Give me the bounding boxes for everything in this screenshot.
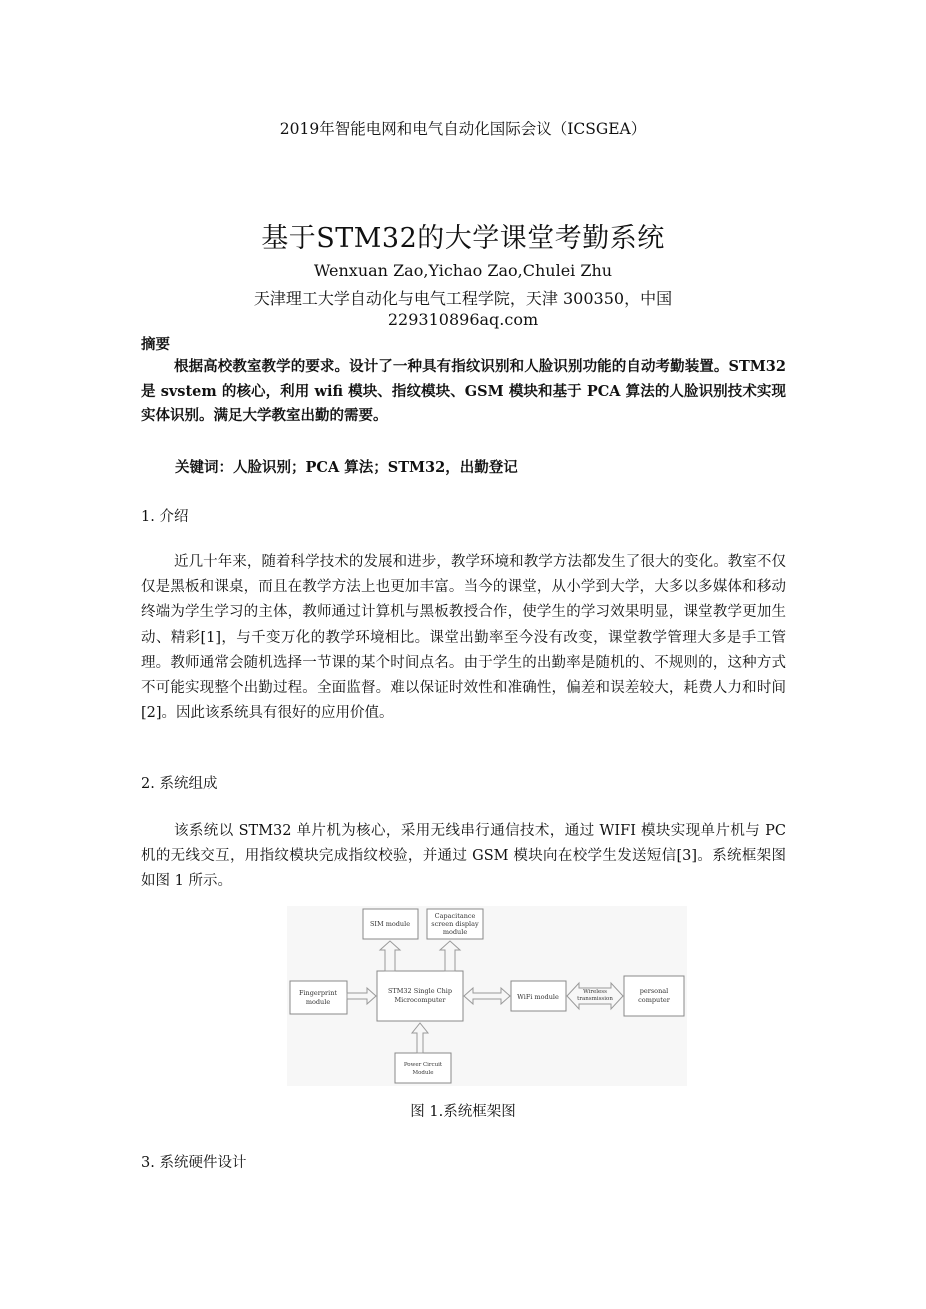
system-block-diagram [287,906,687,1086]
stm32-label-1: STM32 Single Chip [387,987,453,995]
capacitance-label-2: screen display [431,920,479,928]
section-3-heading: 3. 系统硬件设计 [141,1155,247,1171]
abstract-text: 根据高校教室教学的要求。设计了一种具有指纹识别和人脸识别功能的自动考勤装置。STM32 是 svstem 的核心，利用 wifi 模块、指纹模块、GSM 模块和基于 PCA 算法的人脸识别技术实现实体识别。满足大学教室出勤的需要。 [141,358,786,424]
stm32-label-2: Microcomputer [394,996,446,1004]
section-2-heading: 2. 系统组成 [141,776,218,792]
keywords: 关键词：人脸识别；PCA 算法；STM32，出勤登记 [175,459,518,476]
section-1-heading: 1. 介绍 [141,509,189,525]
power-label-1: Power Circuit [403,1062,443,1068]
arrow-to-sim [380,941,400,971]
capacitance-label-1: Capacitance [434,912,476,920]
conference-header: 2019年智能电网和电气自动化国际会议（ICSGEA） [279,120,647,138]
fingerprint-label-1: Fingerprint [298,989,338,997]
power-label-2: Module [412,1070,434,1076]
arrow-fingerprint-to-stm32 [347,988,376,1004]
paper-title: 基于STM32的大学课堂考勤系统 [261,223,665,254]
affiliation: 天津理工大学自动化与电气工程学院，天津 300350，中国 [253,289,673,308]
arrow-power-to-stm32 [412,1023,428,1053]
abstract-heading: 摘要 [141,336,170,353]
fingerprint-label-2: module [305,998,331,1006]
email: 229310896aq.com [387,310,539,329]
figure-caption: 图 1.系统框架图 [410,1104,516,1120]
capacitance-label-3: module [442,928,468,936]
authors: Wenxuan Zao,Yichao Zao,Chulei Zhu [313,261,613,280]
section-1-paragraph: 近几十年来，随着科学技术的发展和进步，教学环境和教学方法都发生了很大的变化。教室不仅仅是黑板和课桌，而且在教学方法上也更加丰富。当今的课堂，从小学到大学，大多以多媒体和移动终端为学生学习的主体，教师通过计算机与黑板教授合作，使学生的学习效果明显，课堂教学更加生动、精彩[1]，与千变万化的教学环境相比。课堂出勤率至今没有改变，课堂教学管理大多是手工管理。教师通常会随机选择一节课的某个时间点名。由于学生的出勤率是随机的、不规则的，这种方式不可能实现整个出勤过程。全面监督。难以保证时效性和准确性，偏差和误差较大，耗费人力和时间[2]。因此该系统具有很好的应用价值。 [141,554,786,722]
wireless-label-1: Wireless [583,989,607,995]
wireless-label-2: transmission [577,996,613,1002]
sim-module-label: SIM module [369,920,411,928]
arrow-stm32-wifi [464,988,510,1004]
power-circuit-block [395,1053,451,1083]
pc-label-1: personal [639,987,669,995]
wifi-label: WiFi module [517,993,559,1001]
arrow-to-display [440,941,460,971]
pc-label-2: computer [638,996,670,1004]
section-2-paragraph: 该系统以 STM32 单片机为核心，采用无线串行通信技术，通过 WIFI 模块实现单片机与 PC 机的无线交互，用指纹模块完成指纹校验，并通过 GSM 模块向在校学生发送短信[3]。系统框架图如图 1 所示。 [141,823,786,890]
